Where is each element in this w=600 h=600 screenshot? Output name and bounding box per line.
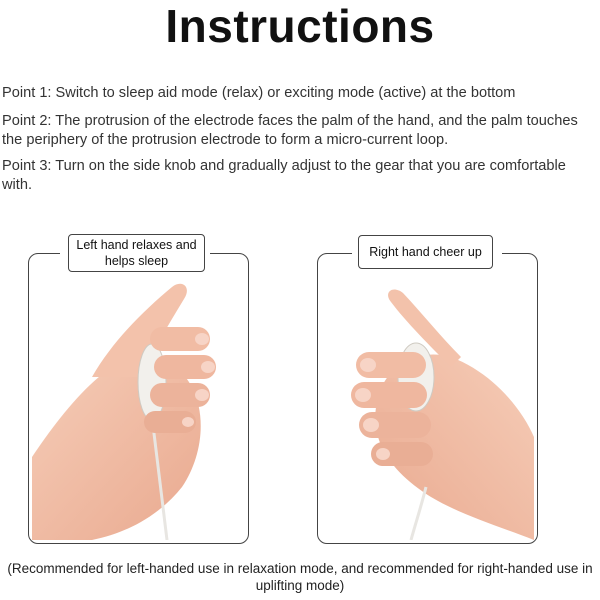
left-hand-label: Left hand relaxes and helps sleep (68, 234, 205, 272)
right-hand-label: Right hand cheer up (358, 235, 493, 269)
right-hand-panel (317, 253, 538, 544)
recommendation-footnote: (Recommended for left-handed use in relaxation mode, and recommended for right-handed use in uplifting mode) (7, 561, 593, 593)
left-hand-grip-illustration (32, 257, 245, 540)
page-title: Instructions (165, 0, 435, 52)
right-hand-grip-illustration (321, 257, 534, 540)
instruction-point-2: Point 2: The protrusion of the electrode faces the palm of the hand, and the palm touches the periphery of the protrusion electrode to form a micro-current loop. (2, 113, 578, 148)
instruction-point-3: Point 3: Turn on the side knob and gradually adjust to the gear that you are comfortable with. (2, 158, 566, 193)
left-hand-panel (28, 253, 249, 544)
instruction-point-1: Point 1: Switch to sleep aid mode (relax) or exciting mode (active) at the bottom (2, 85, 516, 101)
